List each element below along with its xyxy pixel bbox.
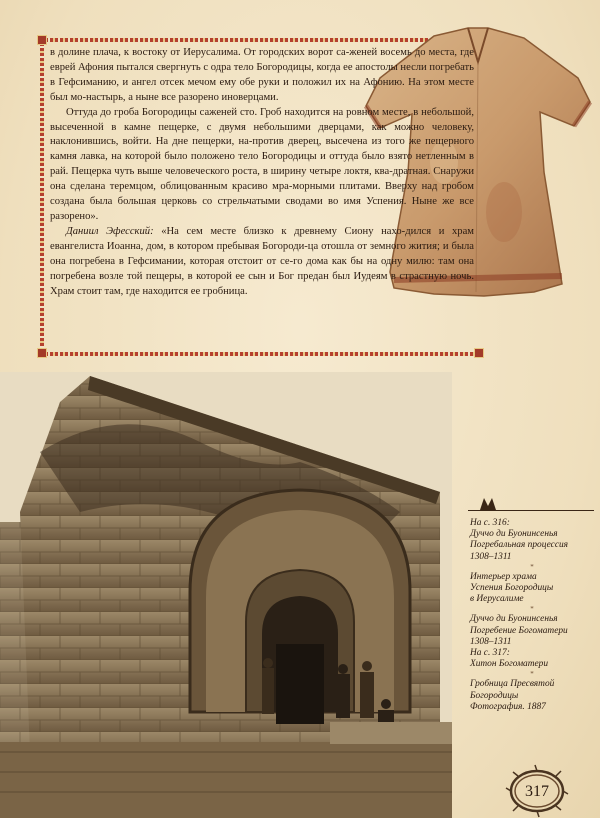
caption-separator: * [530, 562, 534, 571]
caption-line: На с. 316: [470, 518, 510, 528]
caption-ornament-icon [478, 496, 498, 510]
paragraph-3 [50, 225, 474, 300]
church-photograph [0, 372, 452, 818]
caption-line: Гробница Пресвятой [470, 679, 555, 690]
caption-line: На с. 317: [470, 648, 510, 659]
page-number: 317 [525, 783, 549, 800]
quote-author: Даниил Эфесский: [66, 225, 154, 237]
quote-text: «На сем месте близко к древнему Сиону нахо-дился и храм евангелиста Иоанна, дом, в котором пребывая Богороди-ца отошла от земного жития; и была она погребена в Гефсимании, которая отстоит от се-го дома как бы на одну милю: там она погребена возле той пещеры, в которой ее сын и Бог предан был Иудеям в страстную ночь. Храм стоит там, где находится ее гробница. [50, 225, 475, 297]
caption-separator: * [530, 670, 534, 679]
frame-corner [37, 348, 47, 358]
church-facade-drawing [0, 372, 452, 818]
caption-line: Интерьер храма [470, 571, 537, 582]
main-text [50, 46, 474, 299]
caption-line: Дуччо ди Буонинсенья [470, 529, 558, 540]
caption-line: Дуччо ди Буонинсенья [470, 614, 558, 625]
caption-line: Богородицы [470, 690, 519, 701]
frame-corner [37, 35, 47, 45]
caption-line: 1308–1311 [470, 551, 512, 562]
frame-corner [474, 348, 484, 358]
caption-line: Успения Богородицы [470, 583, 554, 594]
caption-separator: * [530, 605, 534, 614]
paragraph-1: в долине плача, к востоку от Иерусалима. От городских ворот са-женей восемь до места, где еврей Афония пытался свергнуть с одра тело Богородицы, когда ее апостолы несли погребать в Гефсиманию, и ангел отсек мечом ему обе руки и положил их на Афонию. На этом месте был мо-настырь, а ныне все разорено иноверцами. [50, 47, 474, 103]
frame-left-rope [40, 38, 44, 356]
caption-line: Фотография. 1887 [470, 701, 546, 712]
caption-line: Хитон Богоматери [470, 659, 549, 670]
caption-line: в Иерусалиме [470, 594, 524, 605]
frame-bottom-rope [40, 352, 480, 356]
caption-column [470, 518, 594, 713]
paragraph-2: Оттуда до гроба Богородицы саженей сто. Гроб находится на ровном месте, в небольшой, высеченной в камне пещерке, с двумя небольшими дверцами, как можно человеку, наклонившись, войти. На дне пещерки, на-против дверец, высечена из того же пещерного камня лавка, на которой было положено тело Богородицы и оттуда было взято нетленным в рай. Пещерка чуть выше человеческого роста, в ширину четыре локтя, ква-дратная. Снаружи она сделана теремцом, облицованным красиво мра-морными плитами. Вверху над гробом создана была большая церковь со стрельчатыми сводами во имя Успения. Ныне же все разорено». [50, 106, 474, 222]
caption-line: Погребальная процессия [470, 540, 569, 551]
caption-rule [468, 510, 594, 511]
caption-line: Погребение Богоматери [470, 625, 568, 636]
caption-line: 1308–1311 [470, 636, 512, 647]
